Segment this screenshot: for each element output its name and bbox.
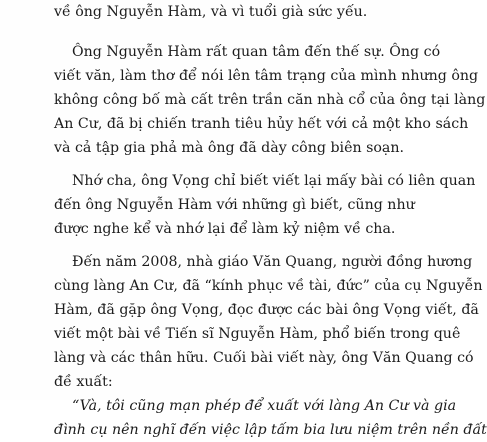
paragraph-4-line-6: đề xuất: [54,374,113,390]
quote-line-1: “Và, tôi cũng mạn phép để xuất với làng An Cư và gia [72,398,457,414]
paragraph-3-line-2: đến ông Nguyễn Hàm với những gì biết, cũng như [54,197,415,213]
paragraph-3-line-3: được nghe kể và nhớ lại để làm kỷ niệm về cha. [54,221,396,237]
paragraph-4-line-3: Hàm, đã gặp ông Vọng, đọc được các bài ông Vọng viết, đã [54,302,479,318]
paragraph-2-line-2: viết văn, làm thơ để nói lên tâm trạng của mình nhưng ông [54,68,479,84]
paragraph-2-line-3: không công bố mà cất trên trần căn nhà cổ của ông tại làng [54,92,486,108]
paragraph-2-line-1: Ông Nguyễn Hàm rất quan tâm đến thế sự. Ông có [72,44,441,60]
paragraph-4-line-2: cùng làng An Cư, đã “kính phục về tài, đức” của cụ Nguyễn [54,278,483,294]
paragraph-4-line-4: viết một bài về Tiến sĩ Nguyễn Hàm, phổ biến trong quê [54,326,461,342]
paragraph-3-line-1: Nhớ cha, ông Vọng chỉ biết viết lại mấy bài có liên quan [72,173,476,189]
paragraph-2-line-4: An Cư, đã bị chiến tranh tiêu hủy hết với cả một kho sách [54,116,469,132]
paragraph-1-line-1: về ông Nguyễn Hàm, và vì tuổi già sức yếu. [54,4,368,20]
quote-line-2: đình cụ nên nghĩ đến việc lập tấm bia lưu niệm trên nền đất [54,422,487,438]
paragraph-2-line-5: và cả tập gia phả mà ông đã dày công biên soạn. [54,140,405,156]
paragraph-4-line-1: Đến năm 2008, nhà giáo Văn Quang, người đồng hương [72,254,473,270]
paragraph-4-line-5: làng và các thân hữu. Cuối bài viết này, ông Văn Quang có [54,350,474,366]
